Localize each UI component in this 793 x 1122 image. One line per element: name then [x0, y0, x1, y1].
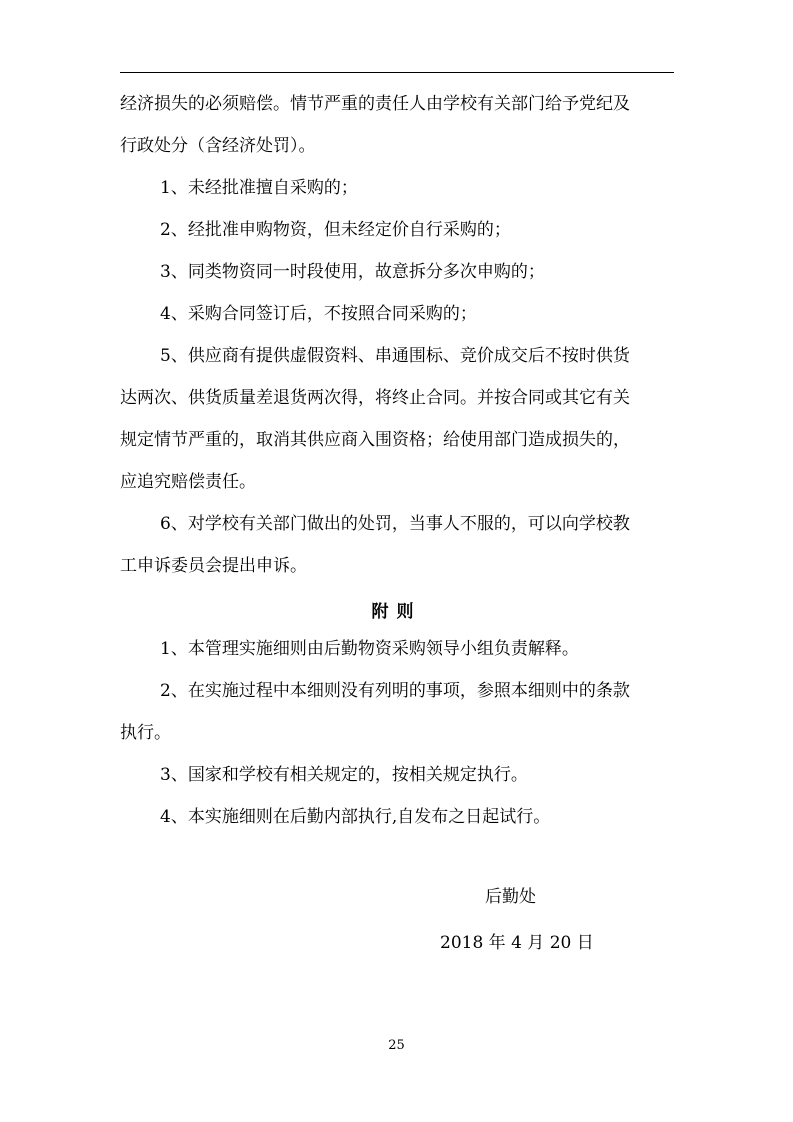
list-item: 1、本管理实施细则由后勤物资采购领导小组负责解释。: [160, 639, 579, 659]
list-item: 3、国家和学校有相关规定的，按相关规定执行。: [160, 765, 528, 785]
list-item: 4、采购合同签订后，不按照合同采购的；: [160, 304, 477, 324]
list-item: 2、在实施过程中本细则没有列明的事项，参照本细则中的条款: [160, 681, 630, 701]
list-item: 3、同类物资同一时段使用，故意拆分多次申购的；: [160, 262, 545, 282]
paragraph-line: 应追究赔偿责任。: [120, 472, 256, 492]
list-item: 1、未经批准擅自采购的；: [160, 178, 358, 198]
list-item: 5、供应商有提供虚假资料、串通围标、竞价成交后不按时供货: [160, 346, 630, 366]
paragraph-line: 经济损失的必须赔偿。情节严重的责任人由学校有关部门给予党纪及: [120, 94, 630, 114]
page-number: 25: [388, 1038, 405, 1053]
header-rule: [120, 72, 674, 73]
paragraph-line: 达两次、供货质量差退货两次得，将终止合同。并按合同或其它有关: [120, 388, 630, 408]
list-item: 4、本实施细则在后勤内部执行,自发布之日起试行。: [160, 807, 551, 827]
paragraph-line: 规定情节严重的，取消其供应商入围资格；给使用部门造成损失的，: [120, 430, 630, 450]
section-heading: 附则: [371, 602, 422, 622]
list-item: 6、对学校有关部门做出的处罚，当事人不服的，可以向学校教: [160, 514, 630, 534]
signature-date: 2018 年 4 月 20 日: [440, 933, 594, 953]
signature-department: 后勤处: [485, 887, 536, 907]
paragraph-line: 执行。: [120, 723, 171, 743]
paragraph-line: 工申诉委员会提出申诉。: [120, 556, 307, 576]
paragraph-line: 行政处分（含经济处罚）。: [120, 136, 316, 156]
list-item: 2、经批准申购物资，但未经定价自行采购的；: [160, 220, 511, 240]
